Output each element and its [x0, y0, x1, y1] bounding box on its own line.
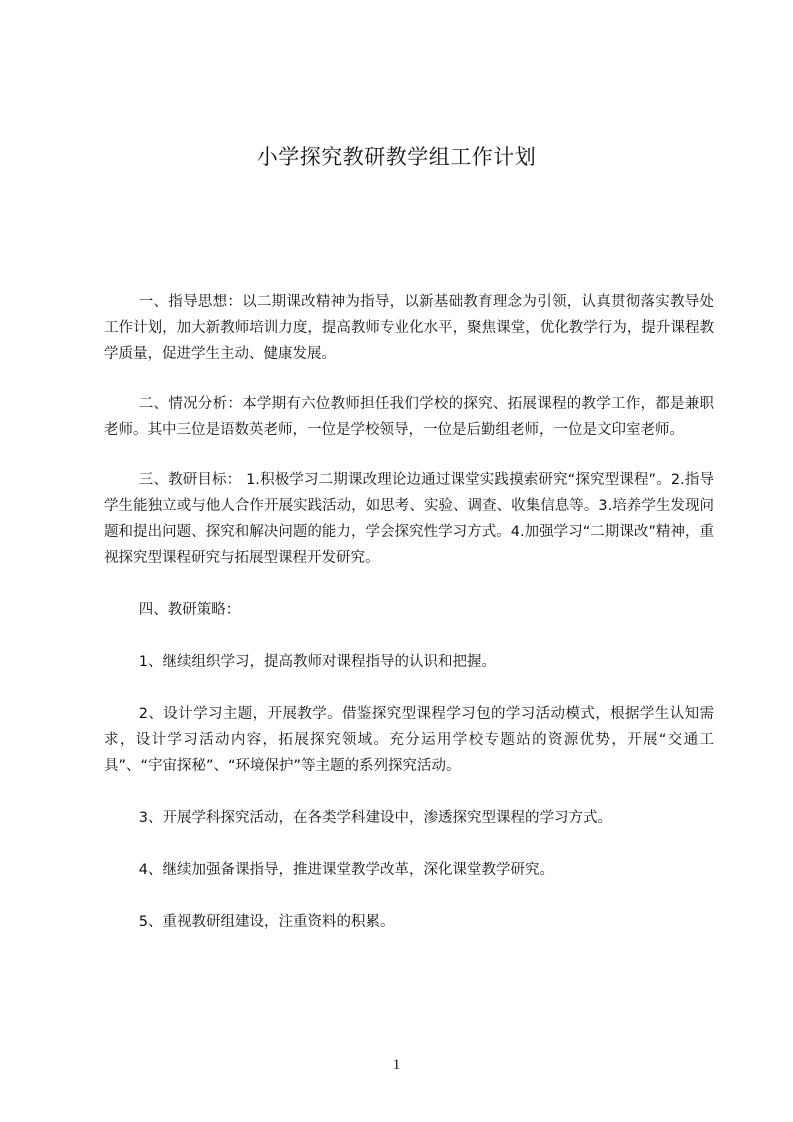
paragraph-strategy-4: 4、继续加强备课指导，推进课堂教学改革，深化课堂教学研究。 [138, 862, 555, 878]
document-body [104, 289, 714, 935]
paragraph-strategy-1: 1、继续组织学习，提高教师对课程指导的认识和把握。 [138, 654, 497, 670]
paragraph-strategy-heading: 四、教研策略： [138, 602, 241, 618]
paragraph-guiding-ideology: 一、指导思想：以二期课改精神为指导，以新基础教育理念为引领，认真贯彻落实教导处工作计划，加大新教师培训力度，提高教师专业化水平，聚焦课堂，优化教学行为，提升课程教学质量，促进学生主动、健康发展。 [104, 294, 714, 362]
paragraph-strategy-3: 3、开展学科探究活动，在各类学科建设中，渗透探究型课程的学习方式。 [138, 810, 613, 826]
document-title: 小学探究教研教学组工作计划 [256, 145, 537, 169]
page-number: 1 [392, 1057, 401, 1073]
paragraph-strategy-2: 2、设计学习主题，开展教学。借鉴探究型课程学习包的学习活动模式，根据学生认知需求，设计学习活动内容，拓展探究领域。充分运用学校专题站的资源优势，开展“交通工具”、“宇宙探秘”、“环境保护”等主题的系列探究活动。 [104, 706, 714, 774]
paragraph-strategy-5: 5、重视教研组建设，注重资料的积累。 [138, 914, 395, 930]
paragraph-research-goals: 三、教研目标： 1.积极学习二期课改理论边通过课堂实践摸索研究“探究型课程”。2.指导学生能独立或与他人合作开展实践活动，如思考、实验、调查、收集信息等。3.培养学生发现问题和提出问题、探究和解决问题的能力，学会探究性学习方式。4.加强学习“二期课改”精神，重视探究型课程研究与拓展型课程开发研究。 [104, 472, 714, 566]
paragraph-situation-analysis: 二、情况分析：本学期有六位教师担任我们学校的探究、拓展课程的教学工作，都是兼职老师。其中三位是语数英老师，一位是学校领导，一位是后勤组老师，一位是文印室老师。 [104, 396, 714, 438]
